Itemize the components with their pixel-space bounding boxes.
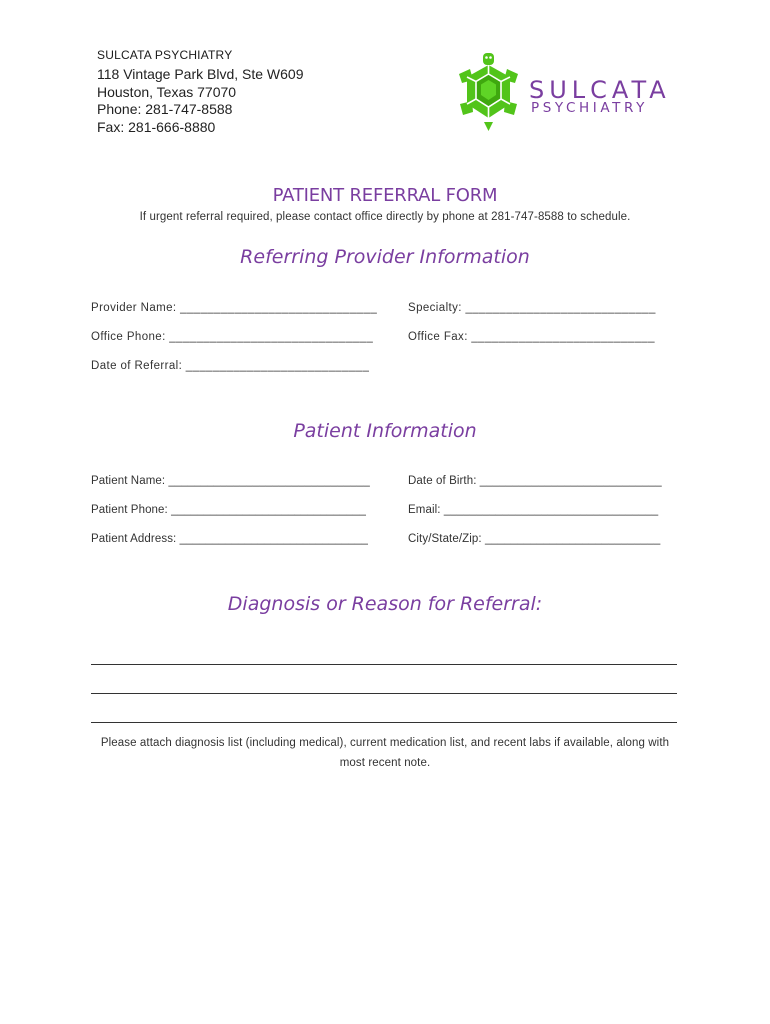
patient-address-field[interactable]: Patient Address: _____________________________ <box>91 533 369 545</box>
fax-line: Fax: 281-666-8880 <box>97 118 216 135</box>
phone-line: Phone: 281-747-8588 <box>97 101 233 117</box>
attachment-note: Please attach diagnosis list (including medical), current medication list, and recent labs if available, along with most recent note. <box>100 737 670 769</box>
office-phone-field[interactable]: Office Phone: ______________________________ <box>91 331 374 343</box>
patient-name-field[interactable]: Patient Name: _______________________________ <box>91 475 370 487</box>
referring-provider-heading: Referring Provider Information <box>240 246 530 268</box>
turtle-icon <box>456 52 526 132</box>
date-of-referral-field[interactable]: Date of Referral: ___________________________ <box>91 360 370 372</box>
diagnosis-line-2[interactable] <box>91 693 677 694</box>
logo-word-psychiatry: PSYCHIATRY <box>531 100 648 116</box>
form-title: PATIENT REFERRAL FORM <box>272 185 498 206</box>
diagnosis-line-1[interactable] <box>91 664 677 665</box>
patient-phone-field[interactable]: Patient Phone: ______________________________ <box>91 504 367 516</box>
office-fax-field[interactable]: Office Fax: ___________________________ <box>408 331 655 343</box>
patient-information-heading: Patient Information <box>293 420 477 442</box>
address-line-2: Houston, Texas 77070 <box>97 83 237 100</box>
email-field[interactable]: Email: _________________________________ <box>408 504 659 516</box>
logo-word-sulcata: SULCATA <box>529 76 671 104</box>
org-name: SULCATA PSYCHIATRY <box>97 48 233 62</box>
contact-block <box>97 66 304 136</box>
date-of-birth-field[interactable]: Date of Birth: ____________________________ <box>408 475 662 487</box>
diagnosis-line-3[interactable] <box>91 722 677 723</box>
diagnosis-heading: Diagnosis or Reason for Referral: <box>227 593 543 615</box>
specialty-field[interactable]: Specialty: ____________________________ <box>408 302 656 314</box>
urgent-referral-note: If urgent referral required, please contact office directly by phone at 281-747-8588 to schedule. <box>139 211 631 223</box>
logo <box>456 52 671 132</box>
city-state-zip-field[interactable]: City/State/Zip: ___________________________ <box>408 533 661 545</box>
address-line-1: 118 Vintage Park Blvd, Ste W609 <box>97 66 304 82</box>
provider-name-field[interactable]: Provider Name: _____________________________ <box>91 302 378 314</box>
